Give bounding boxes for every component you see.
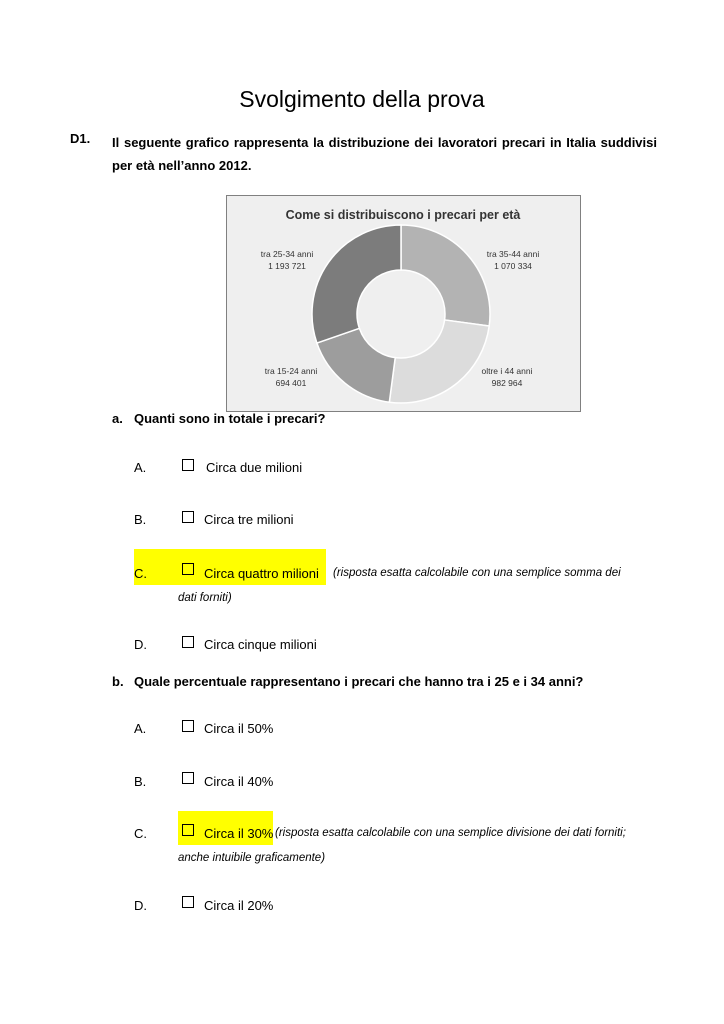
slice-value-label: 694 401 [275,378,307,388]
option-c-label: Circa quattro milioni [204,566,319,581]
checkbox-a-option-a[interactable] [182,459,194,471]
subquestion-b-label: b. [112,674,124,689]
option-b-label: Circa tre milioni [204,512,294,527]
option-d-label: Circa il 20% [204,898,274,913]
option-a-letter: A. [134,721,147,736]
answer-note-continued: anche intuibile graficamente) [178,852,326,864]
checkbox-a-option-b[interactable] [182,511,194,523]
donut-chart-svg [227,196,580,411]
donut-slice [401,225,490,326]
slice-label: oltre i 44 anni [481,366,533,376]
slice-value-label: 1 193 721 [268,261,306,271]
option-b-label: Circa il 40% [204,774,274,789]
option-c-letter: C. [134,826,147,841]
question-text: Il seguente grafico rappresenta la distribuzione dei lavoratori precari in Italia suddivisi per età nell’anno 2012. [112,135,657,173]
checkbox-b-option-b[interactable] [182,772,194,784]
checkbox-a-option-d[interactable] [182,636,194,648]
option-c-label: Circa il 30% [204,826,274,841]
option-b-letter: B. [134,512,147,527]
donut-chart [226,195,581,412]
slice-value-label: 1 070 334 [494,261,532,271]
answer-note: (risposta esatta calcolabile con una semplice somma dei [333,567,621,579]
option-d-letter: D. [134,637,147,652]
option-a-label: Circa due milioni [206,460,303,475]
subquestion-a-label: a. [112,411,123,426]
chart-title: Come si distribuiscono i precari per età [285,208,521,222]
option-b-letter: B. [134,774,147,789]
option-d-letter: D. [134,898,147,913]
slice-label: tra 35-44 anni [486,249,540,259]
checkbox-b-option-d[interactable] [182,896,194,908]
donut-slice [389,320,489,403]
option-c-letter: C. [134,566,147,581]
checkbox-b-option-a[interactable] [182,720,194,732]
slice-value-label: 982 964 [491,378,523,388]
option-a-label: Circa il 50% [204,721,274,736]
option-a-letter: A. [134,460,147,475]
option-d-label: Circa cinque milioni [204,637,317,652]
answer-note: (risposta esatta calcolabile con una semplice divisione dei dati forniti; [275,827,626,839]
subquestion-b-text: Quale percentuale rappresentano i precari che hanno tra i 25 e i 34 anni? [134,674,584,689]
checkbox-a-option-c[interactable] [182,563,194,575]
donut-slice [312,225,401,343]
subquestion-a-text: Quanti sono in totale i precari? [134,411,326,426]
question-number: D1. [70,131,91,146]
checkbox-b-option-c[interactable] [182,824,194,836]
answer-note-continued: dati forniti) [178,592,232,604]
slice-label: tra 25-34 anni [260,249,314,259]
page-title: Svolgimento della prova [239,86,485,112]
slice-label: tra 15-24 anni [264,366,318,376]
